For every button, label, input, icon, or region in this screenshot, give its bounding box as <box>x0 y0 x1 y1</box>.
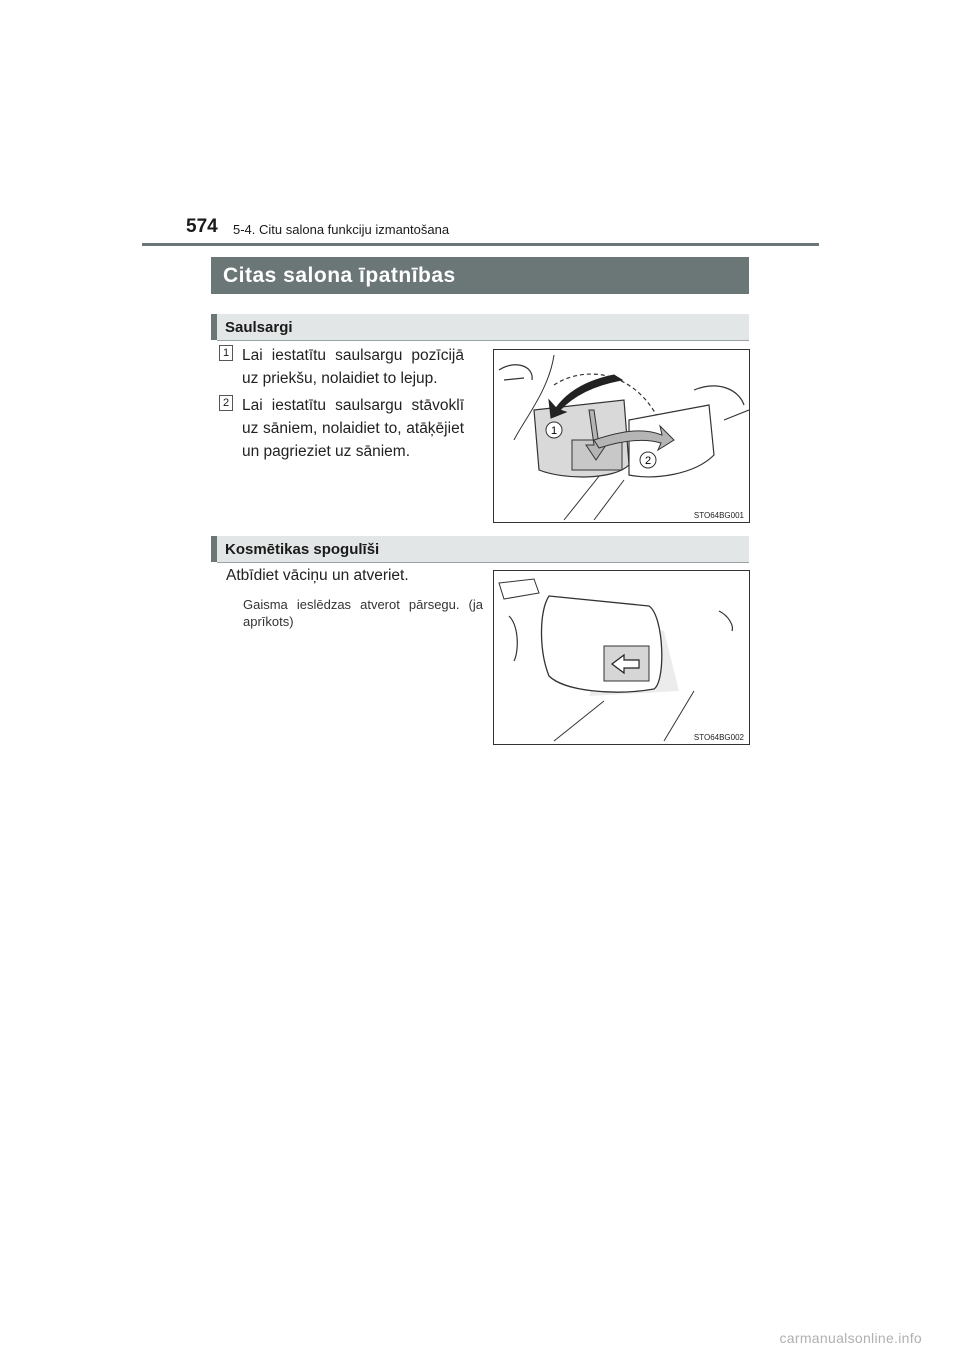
figure-code: STO64BG002 <box>693 733 744 742</box>
section-path: 5-4. Citu salona funkciju izmantošana <box>233 222 450 237</box>
section-heading-vanity-mirrors <box>211 536 749 562</box>
section-heading-label: Saulsargi <box>225 318 293 336</box>
step-text: Lai iestatītu saulsargu stāvoklī uz sāniem, nolaidiet to, atāķējiet un pagrieziet uz sāniem. <box>242 397 464 460</box>
vanity-mirror-illustration <box>493 570 750 745</box>
figure-callout: 2 <box>644 455 652 467</box>
note-text: Gaisma ieslēdzas atverot pārsegu. (ja aprīkots) <box>243 597 483 629</box>
page-number: 574 <box>186 216 218 237</box>
step-number-badge: 1 <box>219 345 233 361</box>
page-title: Citas salona īpatnības <box>211 257 749 294</box>
header-divider <box>142 243 819 246</box>
step-text: Lai iestatītu saulsargu pozīcijā uz priekšu, nolaidiet to lejup. <box>242 347 464 387</box>
step-number-badge: 2 <box>219 395 233 411</box>
sun-visor-illustration <box>493 349 750 523</box>
figure-callout: 1 <box>550 425 558 437</box>
instruction-text: Atbīdiet vāciņu un atveriet. <box>226 567 409 584</box>
section-heading-label: Kosmētikas spogulīši <box>225 540 380 558</box>
figure-code: STO64BG001 <box>693 511 744 520</box>
watermark: carmanualsonline.info <box>779 1330 922 1346</box>
section-heading-sun-visors <box>211 314 749 340</box>
